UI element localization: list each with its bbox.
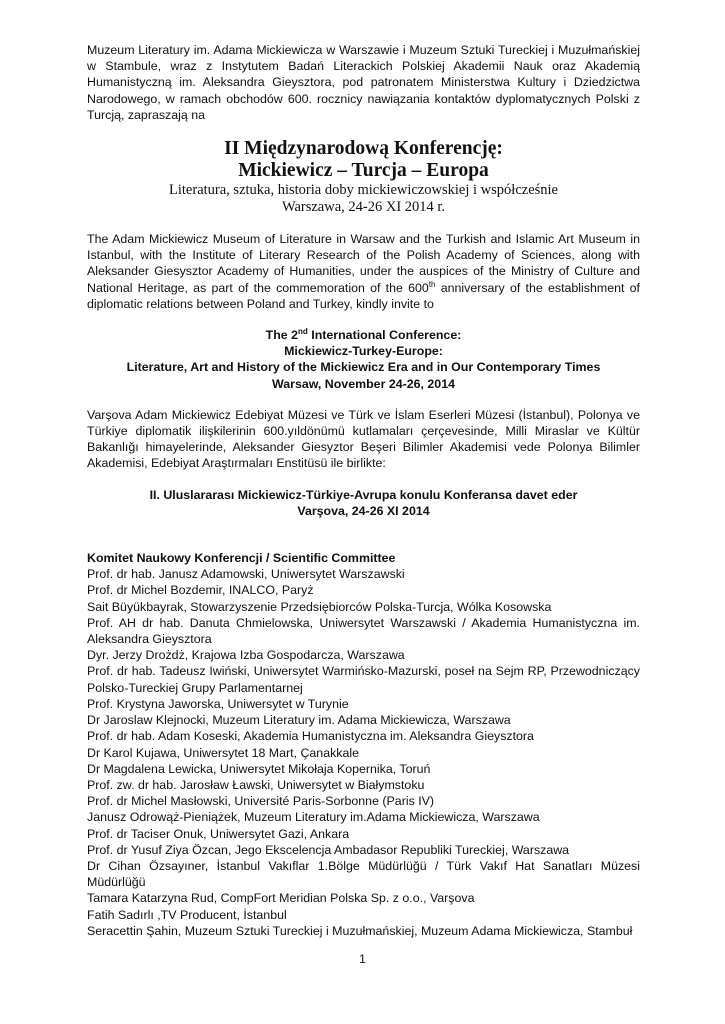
committee-member: Prof. dr hab. Tadeusz Iwiński, Uniwersytet Warmińsko-Mazurski, poseł na Sejm RP, Przewodniczący Polsko-Tureckiej Grupy Parlamentarnej <box>87 664 640 695</box>
spacer <box>87 472 640 487</box>
polish-date-place: Warszawa, 24-26 XI 2014 r. <box>281 199 446 216</box>
english-title-line2: Mickiewicz-Turkey-Europe: <box>284 344 443 359</box>
committee-member: Prof. dr Michel Masłowski, Université Paris-Sorbonne (Paris IV) <box>87 794 435 809</box>
turkish-intro-paragraph: Varşova Adam Mickiewicz Edebiyat Müzesi ve Türk ve İslam Eserleri Müzesi (İstanbul), Polonya ve Türkiye diplomatik ilişkilerinin 600.yıldönümü kutlamaları çerçevesinde, Milli Miraslar ve Kültür Bakanlığı himayelerinde, Aleksander Giesyztor Beşeri Bilimler Akademisi vede Polonya Bilimler Akademisi, Edebiyat Araştırmaları Enstitüsü ile birlikte: <box>87 407 640 471</box>
committee-member: Seracettin Şahin, Muzeum Sztuki Tureckiej i Muzułmańskiej, Muzeum Adama Mickiewicza, Stambuł <box>87 923 633 938</box>
committee-member: Prof. dr hab. Adam Koseski, Akademia Humanistyczna im. Aleksandra Gieysztora <box>87 729 534 744</box>
committee-member: Prof. dr Taciser Onuk, Uniwersytet Gazi, Ankara <box>87 826 350 841</box>
committee-heading: Komitet Naukowy Konferencji / Scientific Committee <box>87 551 396 566</box>
committee-member: Janusz Odrowąż-Pieniążek, Muzeum Literatury im.Adama Mickiewicza, Warszawa <box>87 810 540 825</box>
turkish-title-block <box>87 487 640 519</box>
polish-title-block <box>87 138 640 216</box>
committee-member: Dr Karol Kujawa, Uniwersytet 18 Mart, Çanakkale <box>87 745 360 760</box>
committee-member: Dr Cihan Özsayıner, İstanbul Vakıflar 1.Bölge Müdürlüğü / Türk Vakıf Hat Sanatları Müzesi Müdürlüğü <box>87 858 640 890</box>
committee-member: Prof. AH dr hab. Danuta Chmielowska, Uniwersytet Warszawski / Akademia Humanistyczna im. Aleksandra Gieysztora <box>87 615 640 647</box>
committee-member: Dr Jaroslaw Klejnocki, Muzeum Literatury im. Adama Mickiewicza, Warszawa <box>87 713 511 728</box>
english-title-line1-pre: The 2 <box>265 328 299 343</box>
committee-member: Sait Büyükbayrak, Stowarzyszenie Przedsiębiorców Polska-Turcja, Wólka Kosowska <box>87 599 552 614</box>
committee-member: Prof. dr Yusuf Ziya Özcan, Jego Ekscelencja Ambadasor Republiki Tureckiej, Warszawa <box>87 842 570 857</box>
page-number: 1 <box>359 952 366 966</box>
english-intro-part1: The Adam Mickiewicz Museum of Literature in Warsaw and the Turkish and Islamic Art Museum in Istanbul, with the Institute of Literary Research of the Polish Academy of Sciences, along with Aleksander Giesysztor Academy of Humanities, under the auspices of the Ministry of Culture and National Heritage, as part of the commemoration of the 600 <box>87 232 640 295</box>
committee-member: Dr Magdalena Lewicka, Uniwersytet Mikołaja Kopernika, Toruń <box>87 761 431 776</box>
turkish-title-line1: II. Uluslararası Mickiewicz-Türkiye-Avrupa konulu Konferansa davet eder <box>149 487 578 502</box>
english-intro-paragraph <box>87 231 640 312</box>
committee-member: Prof. dr hab. Janusz Adamowski, Uniwersytet Warszawski <box>87 567 405 582</box>
polish-title-line2: Mickiewicz – Turcja – Europa <box>238 160 489 182</box>
committee-member: Prof. zw. dr hab. Jarosław Ławski, Uniwersytet w Białymstoku <box>87 777 425 792</box>
committee-list <box>87 566 640 939</box>
english-intro-superscript: th <box>428 279 436 289</box>
committee-member: Dyr. Jerzy Drożdż, Krajowa Izba Gospodarcza, Warszawa <box>87 648 405 663</box>
spacer <box>87 519 640 550</box>
english-title-line4: Warsaw, November 24-26, 2014 <box>272 376 455 391</box>
committee-member: Prof. Krystyna Jaworska, Uniwersytet w Turynie <box>87 696 349 711</box>
committee-member: Tamara Katarzyna Rud, CompFort Meridian Polska Sp. z o.o., Varşova <box>87 891 475 906</box>
turkish-title-line2: Varşova, 24-26 XI 2014 <box>297 503 430 518</box>
english-title-line1 <box>87 327 640 343</box>
polish-intro-paragraph: Muzeum Literatury im. Adama Mickiewicza w Warszawie i Muzeum Sztuki Tureckiej i Muzułmańskiej w Stambule, wraz z Instytutem Badań Literackich Polskiej Akademii Nauk oraz Akademią Humanistyczną im. Aleksandra Gieysztora, pod patronatem Ministerstwa Kultury i Dziedzictwa Narodowego, w ramach obchodów 600. rocznicy nawiązania kontaktów dyplomatycznych Polski z Turcją, zapraszają na <box>87 43 640 122</box>
english-title-line3: Literature, Art and History of the Mickiewicz Era and in Our Contemporary Times <box>126 360 601 375</box>
spacer <box>87 216 640 231</box>
english-title-line1-superscript: nd <box>298 326 308 336</box>
committee-member: Prof. dr Michel Bozdemir, INALCO, Paryż <box>87 583 314 598</box>
committee-member: Fatih Sadırlı ,TV Producent, İstanbul <box>87 907 287 922</box>
spacer <box>87 392 640 407</box>
polish-subtitle: Literatura, sztuka, historia doby mickiewiczowskiej i współcześnie <box>169 182 558 199</box>
document-page <box>87 42 640 939</box>
english-title-line1-post: International Conference: <box>307 328 462 343</box>
english-title-block <box>87 327 640 392</box>
spacer <box>87 312 640 327</box>
polish-title-line1: II Międzynarodową Konferencję: <box>224 138 503 160</box>
spacer <box>87 123 640 138</box>
english-intro-part2: anniversary of the establishment of diplomatic relations between Poland and Turkey, kindly invite to <box>87 280 640 311</box>
committee-section <box>87 550 640 939</box>
